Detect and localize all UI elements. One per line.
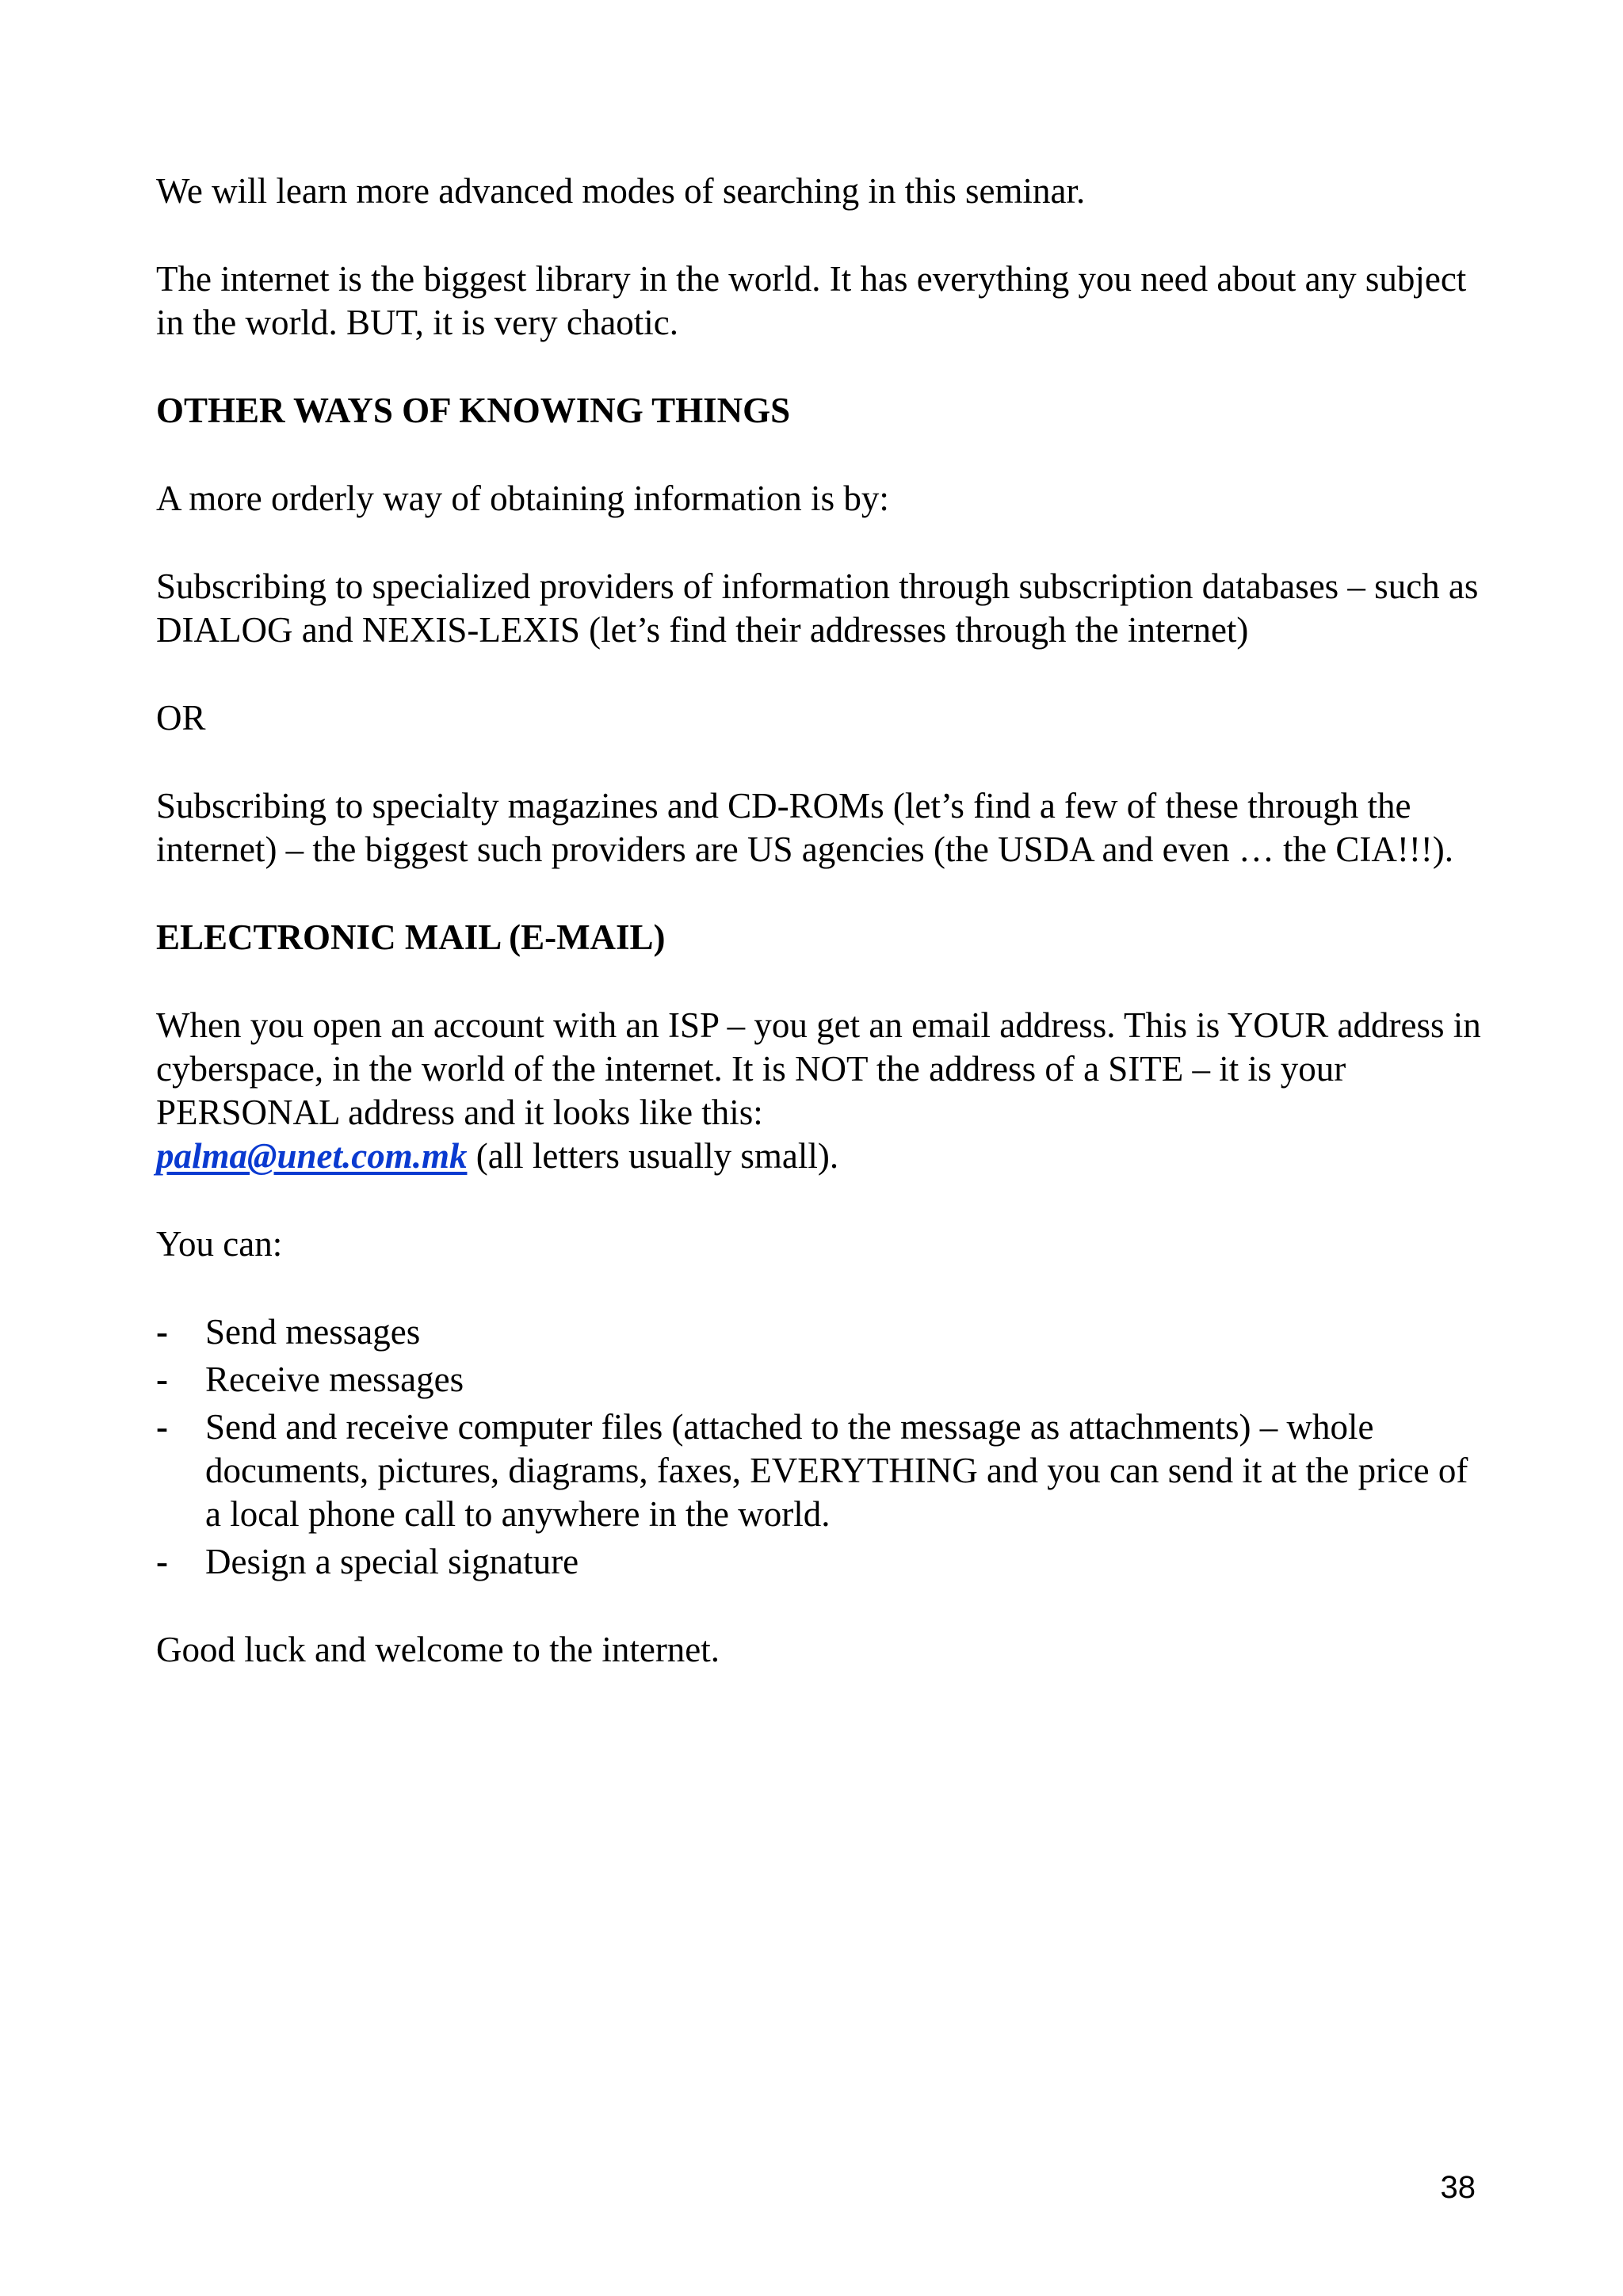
paragraph-advanced-searching: We will learn more advanced modes of searching in this seminar.	[156, 171, 1086, 211]
heading-other-ways: OTHER WAYS OF KNOWING THINGS	[156, 391, 791, 430]
email-address-link[interactable]: palma@unet.com.mk	[156, 1136, 468, 1176]
bullet-dash: -	[156, 1542, 168, 1581]
page-number: 38	[1440, 2170, 1476, 2205]
paragraph-email-address	[156, 1004, 1487, 1178]
paragraph-subscription-databases: Subscribing to specialized providers of information through subscription databases – such as DIALOG and NEXIS-LEXIS (let’s find their addresses through the internet)	[156, 566, 1479, 650]
email-intro-text: When you open an account with an ISP – you get an email address. This is YOUR address in cyberspace, in the world of the internet. It is NOT the address of a SITE – it is your PERSONAL address and it looks like this:	[156, 1005, 1481, 1132]
capabilities-list	[156, 1310, 1487, 1584]
bullet-dash: -	[156, 1360, 168, 1399]
paragraph-internet-library: The internet is the biggest library in the world. It has everything you need about any subject in the world. BUT, it is very chaotic.	[156, 259, 1467, 342]
list-item	[156, 1358, 1487, 1402]
list-item	[156, 1310, 1487, 1354]
email-after-text: (all letters usually small).	[467, 1136, 839, 1176]
paragraph-good-luck: Good luck and welcome to the internet.	[156, 1630, 720, 1669]
bullet-dash: -	[156, 1407, 168, 1447]
list-item-text: Design a special signature	[205, 1542, 579, 1581]
list-item-text: Receive messages	[205, 1360, 464, 1399]
list-item	[156, 1540, 1487, 1584]
paragraph-you-can: You can:	[156, 1224, 283, 1264]
list-item	[156, 1405, 1487, 1536]
paragraph-orderly-way: A more orderly way of obtaining information is by:	[156, 479, 889, 518]
page-content	[156, 170, 1487, 1716]
list-item-text: Send messages	[205, 1312, 421, 1352]
list-item-text: Send and receive computer files (attached to the message as attachments) – whole documents, pictures, diagrams, faxes, EVERYTHING and you can send it at the price of a local phone call to anywhere in the world.	[205, 1407, 1468, 1534]
paragraph-or: OR	[156, 698, 206, 738]
bullet-dash: -	[156, 1312, 168, 1352]
paragraph-specialty-magazines: Subscribing to specialty magazines and CD-ROMs (let’s find a few of these through the internet) – the biggest such providers are US agencies (the USDA and even … the CIA!!!).	[156, 786, 1454, 869]
heading-electronic-mail: ELECTRONIC MAIL (E-MAIL)	[156, 917, 666, 957]
